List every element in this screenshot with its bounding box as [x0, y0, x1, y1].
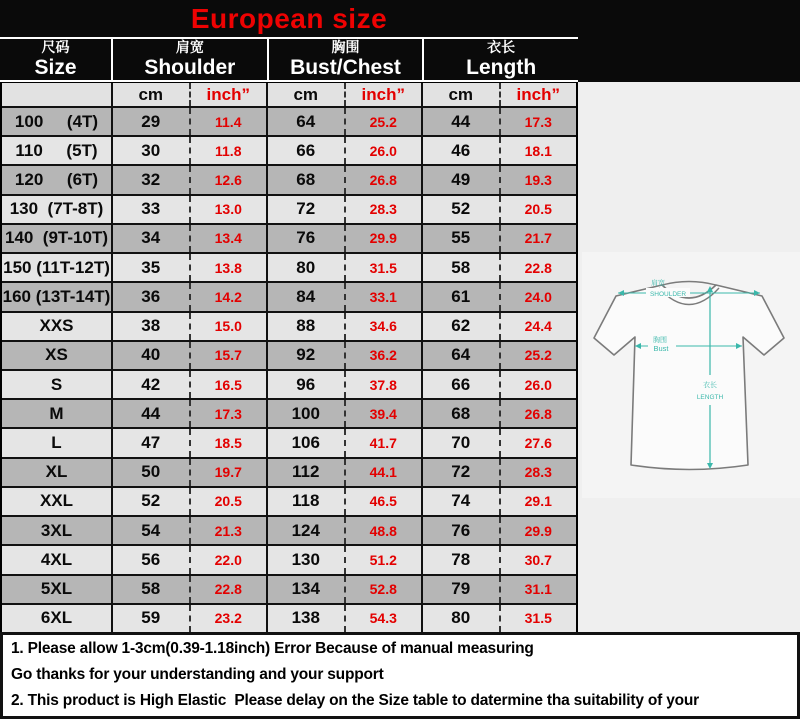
table-row: [2, 427, 576, 456]
bust-inch-cell: 36.2: [344, 342, 422, 369]
size-cell: S: [50, 374, 63, 394]
length-cm-cell: 79: [421, 576, 499, 603]
shoulder-inch-cell: 13.0: [189, 196, 267, 223]
unit-header-inch: inch”: [344, 83, 422, 106]
shoulder-inch-cell: 18.5: [189, 429, 267, 456]
size-cell: 4XL: [40, 549, 73, 569]
shoulder-cm-cell: 30: [111, 137, 189, 164]
length-cm-cell: 44: [421, 108, 499, 135]
shoulder-inch-cell: 15.0: [189, 313, 267, 340]
main-area: [0, 82, 800, 632]
bust-cm-cell: 80: [266, 254, 344, 281]
shoulder-cm-cell: 52: [111, 488, 189, 515]
title-band: [0, 0, 578, 37]
size-cell: 5XL: [40, 579, 73, 599]
shoulder-cm-cell: 56: [111, 546, 189, 573]
shoulder-cm-cell: 47: [111, 429, 189, 456]
shoulder-inch-cell: 15.7: [189, 342, 267, 369]
table-header: [0, 0, 578, 82]
size-cell: 140 (9T-10T): [5, 228, 108, 248]
length-inch-cell: 18.1: [499, 137, 577, 164]
notes-panel: [0, 632, 800, 719]
table-row: [2, 603, 576, 632]
bust-label-zh: 胸围: [653, 337, 667, 344]
shoulder-inch-cell: 17.3: [189, 400, 267, 427]
page-title: European size: [190, 2, 388, 34]
bust-inch-cell: 54.3: [344, 605, 422, 632]
bust-inch-cell: 44.1: [344, 459, 422, 486]
bust-cm-cell: 66: [266, 137, 344, 164]
bust-cm-cell: 100: [266, 400, 344, 427]
column-header-bust-en: Bust/Chest: [290, 55, 401, 79]
size-cell: XL: [45, 462, 68, 482]
bust-inch-cell: 34.6: [344, 313, 422, 340]
length-cm-cell: 58: [421, 254, 499, 281]
table-row: [2, 398, 576, 427]
bust-cm-cell: 84: [266, 283, 344, 310]
length-inch-cell: 28.3: [499, 459, 577, 486]
shoulder-cm-cell: 59: [111, 605, 189, 632]
size-cell: 160 (13T-14T): [2, 286, 111, 306]
bust-cm-cell: 96: [266, 371, 344, 398]
shoulder-cm-cell: 35: [111, 254, 189, 281]
shoulder-cm-cell: 58: [111, 576, 189, 603]
length-cm-cell: 72: [421, 459, 499, 486]
unit-header-cm: cm: [111, 83, 189, 106]
tshirt-diagram: [578, 82, 800, 632]
table-rows: [2, 108, 576, 632]
shoulder-inch-cell: 23.2: [189, 605, 267, 632]
shoulder-cm-cell: 29: [111, 108, 189, 135]
column-header-shoulder: [111, 39, 267, 80]
length-inch-cell: 27.6: [499, 429, 577, 456]
unit-header-blank: [2, 83, 111, 106]
shoulder-inch-cell: 19.7: [189, 459, 267, 486]
length-inch-cell: 20.5: [499, 196, 577, 223]
length-inch-cell: 26.8: [499, 400, 577, 427]
length-cm-cell: 70: [421, 429, 499, 456]
table-row: [2, 252, 576, 281]
size-cell: 130 (7T-8T): [9, 199, 104, 219]
bust-cm-cell: 88: [266, 313, 344, 340]
column-header-bust-zh: 胸围: [331, 39, 360, 56]
size-cell: 3XL: [40, 520, 73, 540]
table-row: [2, 281, 576, 310]
bust-cm-cell: 76: [266, 225, 344, 252]
bust-cm-cell: 112: [266, 459, 344, 486]
column-header-length-zh: 衣长: [487, 39, 516, 56]
table-row: [2, 369, 576, 398]
shoulder-inch-cell: 12.6: [189, 166, 267, 193]
bust-cm-cell: 72: [266, 196, 344, 223]
unit-header-cm: cm: [266, 83, 344, 106]
bust-cm-cell: 106: [266, 429, 344, 456]
size-table: [0, 82, 578, 632]
table-row: [2, 311, 576, 340]
bust-cm-cell: 64: [266, 108, 344, 135]
shoulder-cm-cell: 32: [111, 166, 189, 193]
bust-cm-cell: 118: [266, 488, 344, 515]
bust-cm-cell: 92: [266, 342, 344, 369]
column-header-shoulder-zh: 肩宽: [175, 39, 204, 56]
shoulder-cm-cell: 44: [111, 400, 189, 427]
length-cm-cell: 55: [421, 225, 499, 252]
note-line: 2. This product is High Elastic Please delay on the Size table to datermine tha suitability of your: [11, 692, 699, 709]
bust-cm-cell: 68: [266, 166, 344, 193]
length-cm-cell: 52: [421, 196, 499, 223]
shoulder-inch-cell: 11.8: [189, 137, 267, 164]
bust-inch-cell: 31.5: [344, 254, 422, 281]
bust-cm-cell: 138: [266, 605, 344, 632]
length-cm-cell: 78: [421, 546, 499, 573]
bust-inch-cell: 37.8: [344, 371, 422, 398]
length-inch-cell: 29.9: [499, 517, 577, 544]
bust-label-en: Bust: [653, 344, 669, 353]
bust-inch-cell: 33.1: [344, 283, 422, 310]
column-header-length: [422, 39, 578, 80]
length-cm-cell: 66: [421, 371, 499, 398]
length-inch-cell: 30.7: [499, 546, 577, 573]
shoulder-inch-cell: 22.0: [189, 546, 267, 573]
table-row: [2, 340, 576, 369]
size-cell: 120 (6T): [14, 170, 99, 190]
bust-inch-cell: 52.8: [344, 576, 422, 603]
length-inch-cell: 25.2: [499, 342, 577, 369]
bust-inch-cell: 48.8: [344, 517, 422, 544]
shoulder-inch-cell: 13.4: [189, 225, 267, 252]
bust-inch-cell: 26.8: [344, 166, 422, 193]
table-row: [2, 544, 576, 573]
shoulder-cm-cell: 42: [111, 371, 189, 398]
size-cell: XS: [45, 345, 68, 365]
shoulder-inch-cell: 20.5: [189, 488, 267, 515]
shoulder-inch-cell: 21.3: [189, 517, 267, 544]
shoulder-inch-cell: 11.4: [189, 108, 267, 135]
shoulder-inch-cell: 14.2: [189, 283, 267, 310]
column-header-row: [0, 37, 578, 82]
shoulder-inch-cell: 16.5: [189, 371, 267, 398]
length-cm-cell: 76: [421, 517, 499, 544]
length-inch-cell: 21.7: [499, 225, 577, 252]
length-inch-cell: 22.8: [499, 254, 577, 281]
shoulder-cm-cell: 34: [111, 225, 189, 252]
length-inch-cell: 24.0: [499, 283, 577, 310]
table-row: [2, 164, 576, 193]
length-label-zh: 衣长: [703, 382, 717, 389]
shoulder-label-zh: 肩宽: [651, 280, 665, 287]
shoulder-inch-cell: 13.8: [189, 254, 267, 281]
bust-inch-cell: 25.2: [344, 108, 422, 135]
size-cell: 6XL: [40, 608, 73, 628]
table-row: [2, 515, 576, 544]
column-header-size-zh: 尺码: [41, 39, 70, 56]
length-cm-cell: 62: [421, 313, 499, 340]
length-cm-cell: 80: [421, 605, 499, 632]
column-header-length-en: Length: [466, 55, 537, 79]
length-cm-cell: 64: [421, 342, 499, 369]
column-header-size-en: Size: [34, 55, 77, 79]
size-cell: 150 (11T-12T): [3, 257, 110, 277]
bust-inch-cell: 51.2: [344, 546, 422, 573]
length-inch-cell: 24.4: [499, 313, 577, 340]
measurement-diagram-panel: [578, 82, 800, 632]
size-cell: 100 (4T): [14, 111, 99, 131]
length-inch-cell: 31.1: [499, 576, 577, 603]
unit-header-inch: inch”: [499, 83, 577, 106]
size-cell: XXL: [39, 491, 74, 511]
size-cell: M: [49, 403, 64, 423]
shoulder-cm-cell: 50: [111, 459, 189, 486]
bust-inch-cell: 28.3: [344, 196, 422, 223]
length-inch-cell: 29.1: [499, 488, 577, 515]
length-inch-cell: 19.3: [499, 166, 577, 193]
bust-inch-cell: 29.9: [344, 225, 422, 252]
size-cell: L: [51, 433, 62, 453]
shoulder-inch-cell: 22.8: [189, 576, 267, 603]
note-line: 1. Please allow 1-3cm(0.39-1.18inch) Error Because of manual measuring: [11, 640, 534, 657]
length-inch-cell: 17.3: [499, 108, 577, 135]
table-row: [2, 108, 576, 135]
unit-header-inch: inch”: [189, 83, 267, 106]
length-cm-cell: 49: [421, 166, 499, 193]
unit-header-cm: cm: [421, 83, 499, 106]
shoulder-label-en: SHOULDER: [649, 291, 687, 298]
column-header-size: [0, 39, 111, 80]
shoulder-cm-cell: 33: [111, 196, 189, 223]
note-line: Go thanks for your understanding and your support: [11, 666, 384, 683]
unit-header-row: [2, 82, 576, 108]
column-header-shoulder-en: Shoulder: [144, 55, 236, 79]
shoulder-cm-cell: 36: [111, 283, 189, 310]
shoulder-cm-cell: 40: [111, 342, 189, 369]
size-cell: 110 (5T): [15, 140, 98, 160]
bust-inch-cell: 39.4: [344, 400, 422, 427]
length-cm-cell: 61: [421, 283, 499, 310]
size-cell: XXS: [39, 316, 74, 336]
bust-cm-cell: 124: [266, 517, 344, 544]
header-band-spacer: [578, 0, 800, 82]
length-cm-cell: 74: [421, 488, 499, 515]
table-row: [2, 194, 576, 223]
table-row: [2, 457, 576, 486]
table-row: [2, 135, 576, 164]
length-cm-cell: 46: [421, 137, 499, 164]
shoulder-cm-cell: 38: [111, 313, 189, 340]
table-row: [2, 223, 576, 252]
length-inch-cell: 31.5: [499, 605, 577, 632]
bust-cm-cell: 134: [266, 576, 344, 603]
length-label-en: LENGTH: [696, 394, 724, 401]
length-cm-cell: 68: [421, 400, 499, 427]
length-inch-cell: 26.0: [499, 371, 577, 398]
bust-cm-cell: 130: [266, 546, 344, 573]
table-row: [2, 574, 576, 603]
shoulder-cm-cell: 54: [111, 517, 189, 544]
bust-inch-cell: 41.7: [344, 429, 422, 456]
header-band: [0, 0, 800, 82]
column-header-bust: [267, 39, 423, 80]
bust-inch-cell: 46.5: [344, 488, 422, 515]
table-row: [2, 486, 576, 515]
bust-inch-cell: 26.0: [344, 137, 422, 164]
